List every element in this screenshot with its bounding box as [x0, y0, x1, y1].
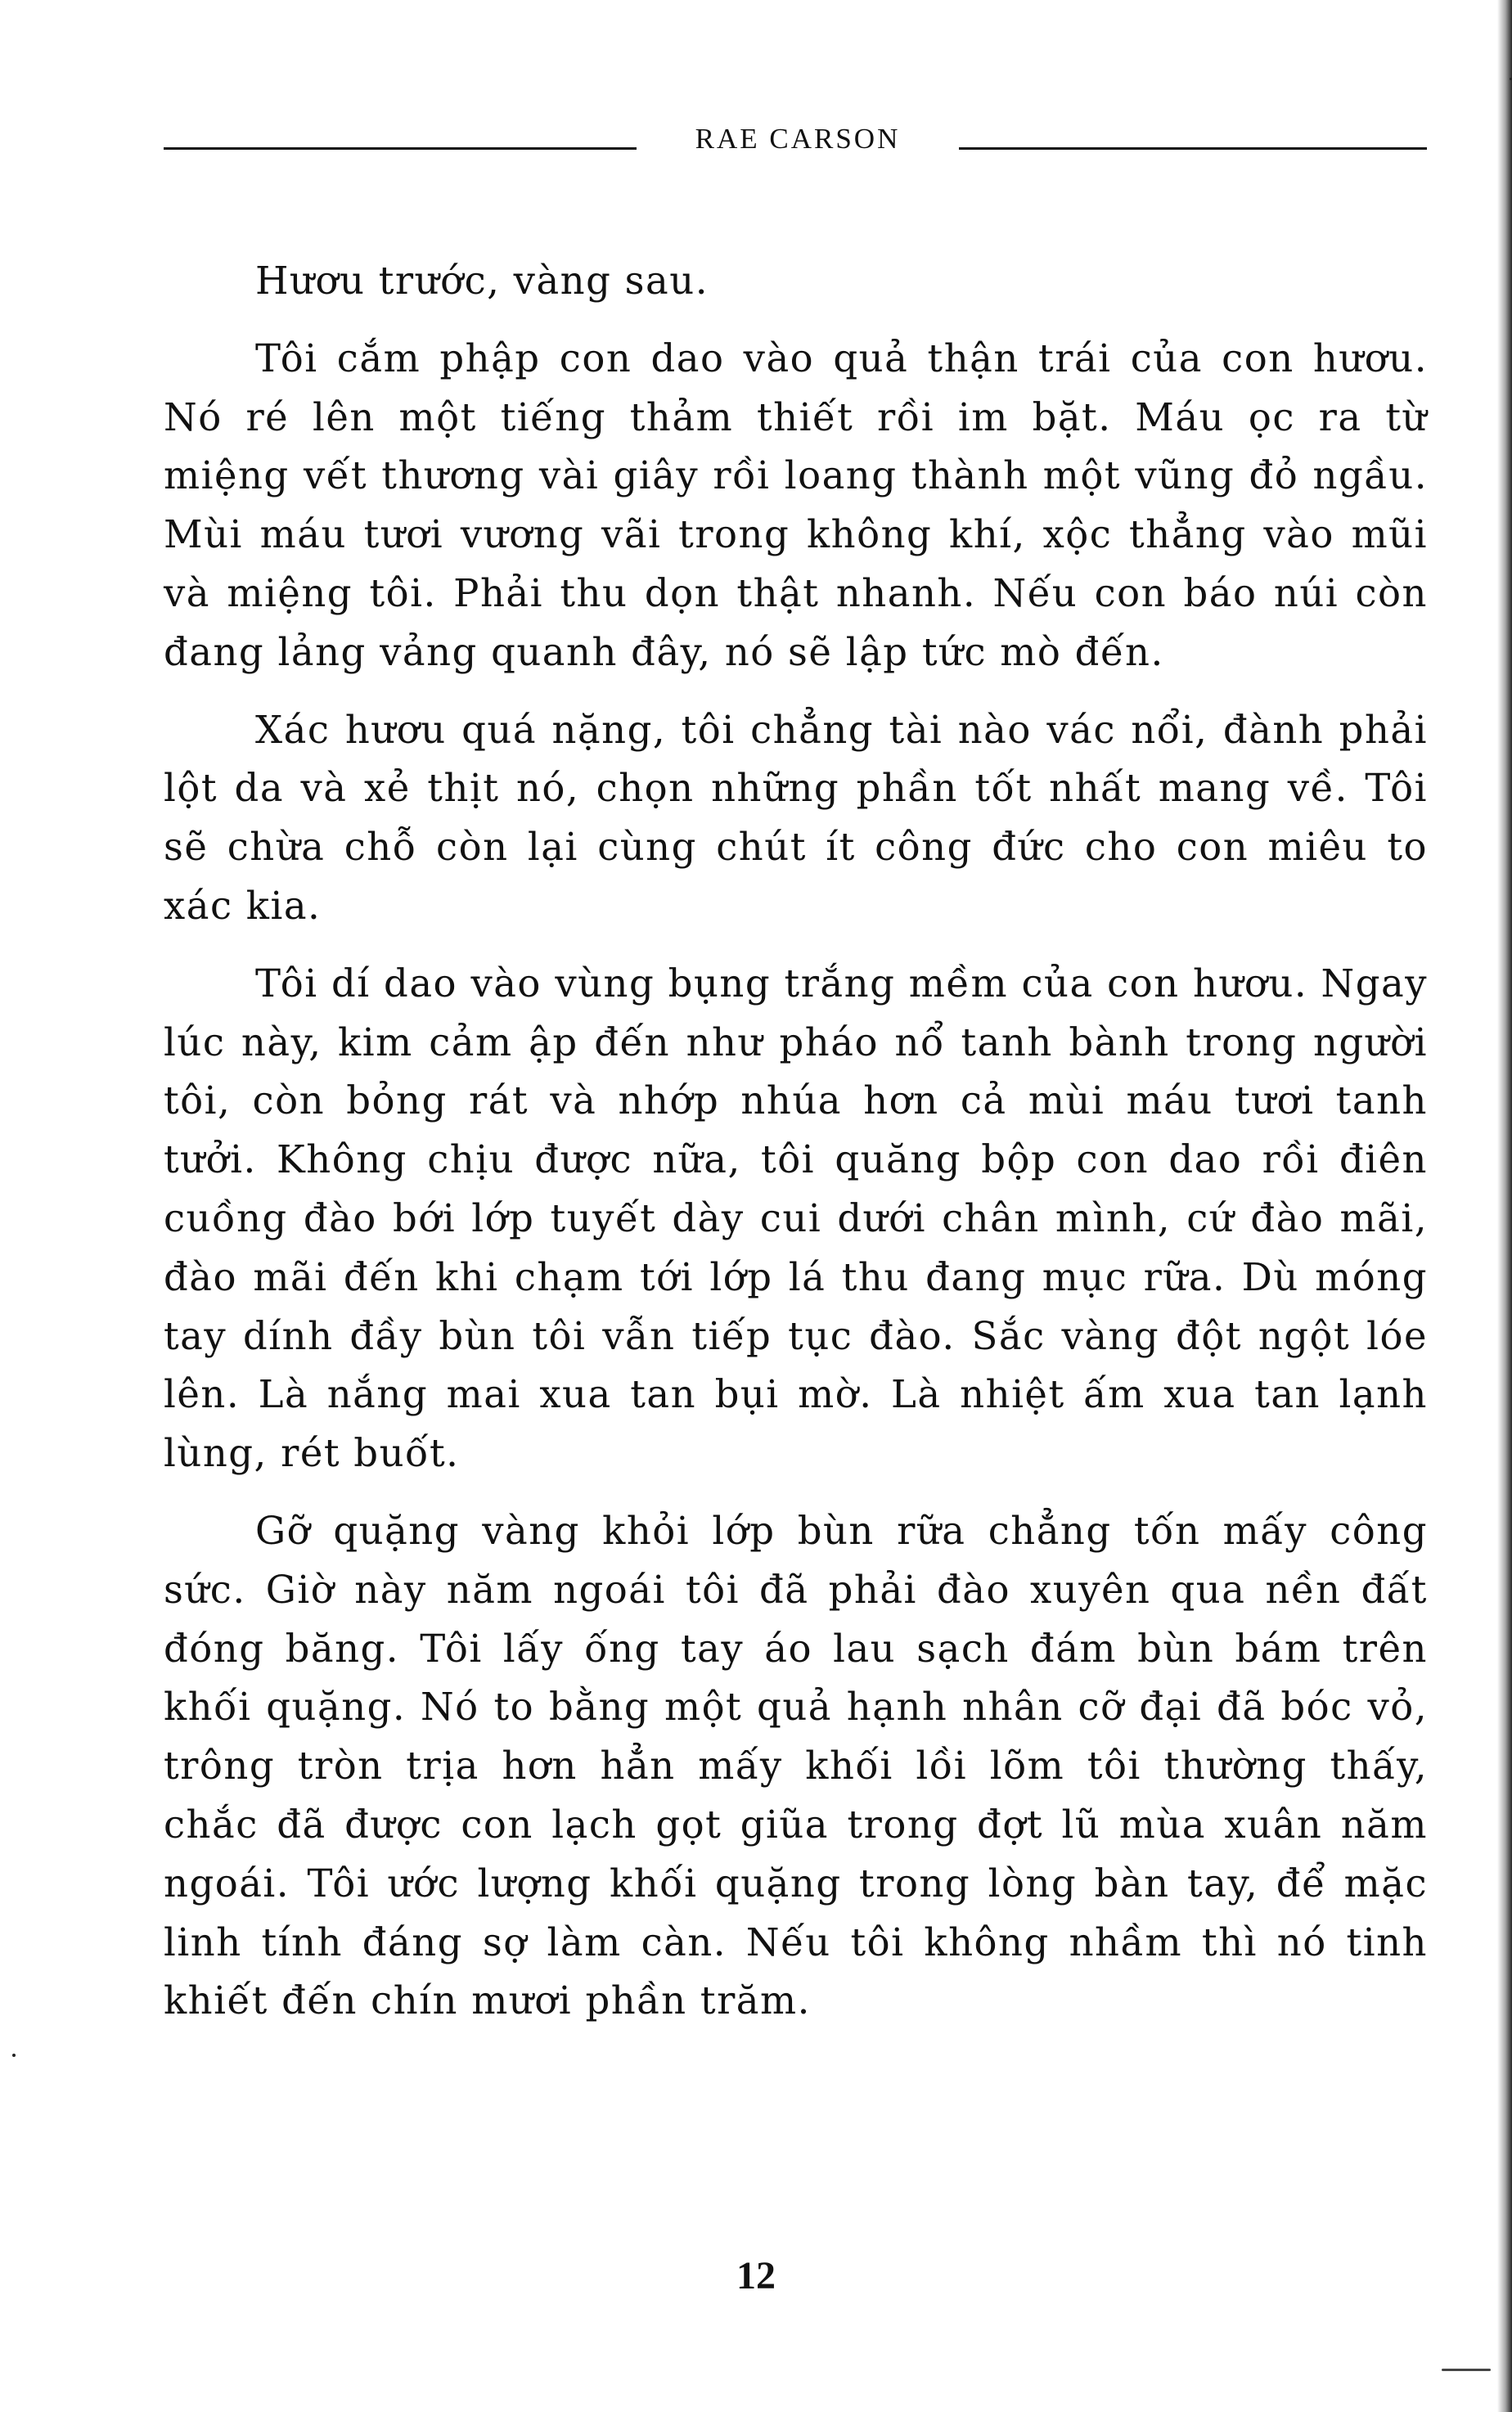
body-text	[164, 252, 1428, 2031]
paragraph: Hươu trước, vàng sau.	[255, 259, 709, 303]
page-edge-shadow	[1497, 0, 1512, 2412]
header-rule-left	[164, 147, 637, 150]
running-title: RAE CARSON	[695, 123, 901, 155]
paragraph: Xác hươu quá nặng, tôi chẳng tài nào vác nổi, đành phải lột da và xẻ thịt nó, chọn những phần tốt nhất mang về. Tôi sẽ chừa chỗ còn lại cùng chút ít công đức cho con miêu to xác kia.	[164, 707, 1428, 928]
paragraph: Tôi dí dao vào vùng bụng trắng mềm của con hươu. Ngay lúc này, kim cảm ập đến như pháo nổ tanh bành trong người tôi, còn bỏng rát và nhớp nhúa hơn cả mùi máu tươi tanh tưởi. Không chịu được nữa, tôi quăng bộp con dao rồi điên cuồng đào bới lớp tuyết dày cui dưới chân mình, cứ đào mãi, đào mãi đến khi chạm tới lớp lá thu đang mục rữa. Dù móng tay dính đầy bùn tôi vẫn tiếp tục đào. Sắc vàng đột ngột lóe lên. Là nắng mai xua tan bụi mờ. Là nhiệt ấm xua tan lạnh lùng, rét buốt.	[164, 961, 1428, 1476]
paragraph: Gỡ quặng vàng khỏi lớp bùn rữa chẳng tốn mấy công sức. Giờ này năm ngoái tôi đã phải đào xuyên qua nền đất đóng băng. Tôi lấy ống tay áo lau sạch đám bùn bám trên khối quặng. Nó to bằng một quả hạnh nhân cỡ đại đã bóc vỏ, trông tròn trịa hơn hẳn mấy khối lồi lõm tôi thường thấy, chắc đã được con lạch gọt giũa trong đợt lũ mùa xuân năm ngoái. Tôi ước lượng khối quặng trong lòng bàn tay, để mặc linh tính đáng sợ làm càn. Nếu tôi không nhầm thì nó tinh khiết đến chín mươi phần trăm.	[164, 1508, 1428, 2023]
running-header	[164, 123, 1428, 155]
scan-speck	[1442, 2369, 1491, 2371]
header-rule-right	[959, 147, 1427, 150]
paragraph: Tôi cắm phập con dao vào quả thận trái của con hươu. Nó ré lên một tiếng thảm thiết rồi im bặt. Máu ọc ra từ miệng vết thương vài giây rồi loang thành một vũng đỏ ngầu. Mùi máu tươi vương vãi trong không khí, xộc thẳng vào mũi và miệng tôi. Phải thu dọn thật nhanh. Nếu con báo núi còn đang lảng vảng quanh đây, nó sẽ lập tức mò đến.	[164, 335, 1428, 674]
page-number: 12	[736, 2254, 776, 2297]
scan-speck	[12, 2054, 16, 2057]
